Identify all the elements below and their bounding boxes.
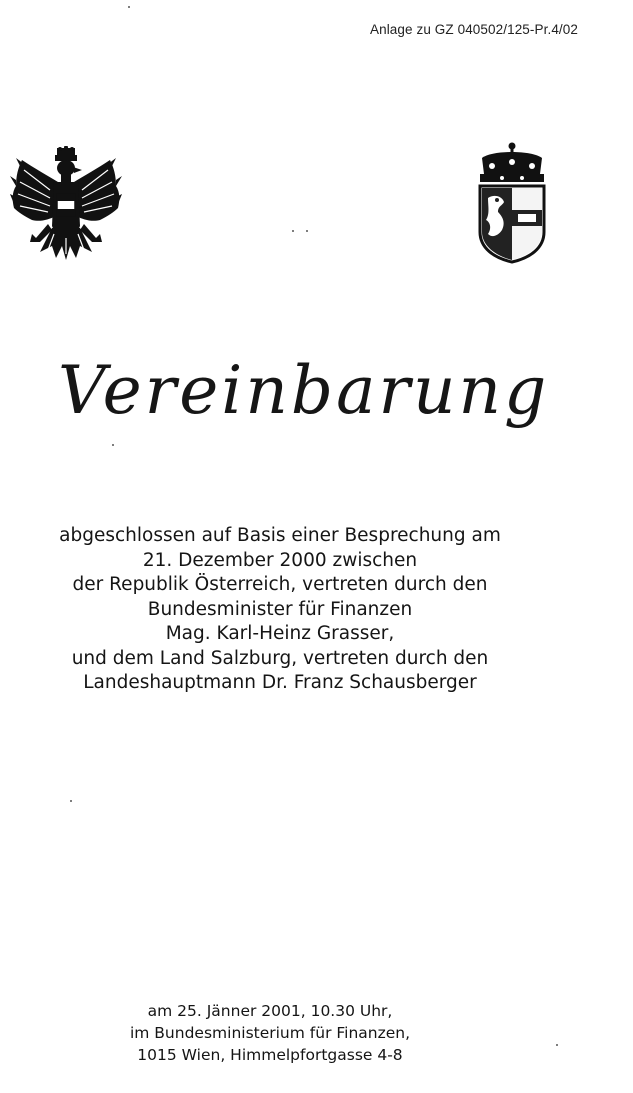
intro-line: Mag. Karl-Heinz Grasser, [165,623,395,644]
footer-line: am 25. Jänner 2001, 10.30 Uhr, [147,1002,393,1020]
intro-line: 21. Dezember 2000 zwischen [142,549,418,571]
scan-speck [70,800,72,802]
scan-speck [112,444,114,446]
date-location-text [90,1000,450,1066]
intro-line: abgeschlossen auf Basis einer Besprechung am [59,525,501,546]
scan-speck [128,6,130,8]
intro-line: Landeshauptmann Dr. Franz Schausberger [83,672,477,693]
scan-speck [306,230,308,232]
intro-line: Bundesminister für Finanzen [147,598,413,620]
austrian-eagle-coat-of-arms-icon [10,146,122,264]
salzburg-coat-of-arms-icon [472,140,552,266]
footer-line: im Bundesministerium für Finanzen, [129,1024,411,1042]
intro-line: der Republik Österreich, vertreten durch den [72,574,488,595]
footer-line: 1015 Wien, Himmelpfortgasse 4-8 [137,1046,403,1064]
scan-speck [556,1044,558,1046]
intro-line: und dem Land Salzburg, vertreten durch den [71,647,489,669]
scan-speck [292,230,294,232]
agreement-parties-text [40,524,520,696]
document-title: Vereinbarung [58,352,550,429]
reference-number: Anlage zu GZ 040502/125-Pr.4/02 [370,22,578,37]
